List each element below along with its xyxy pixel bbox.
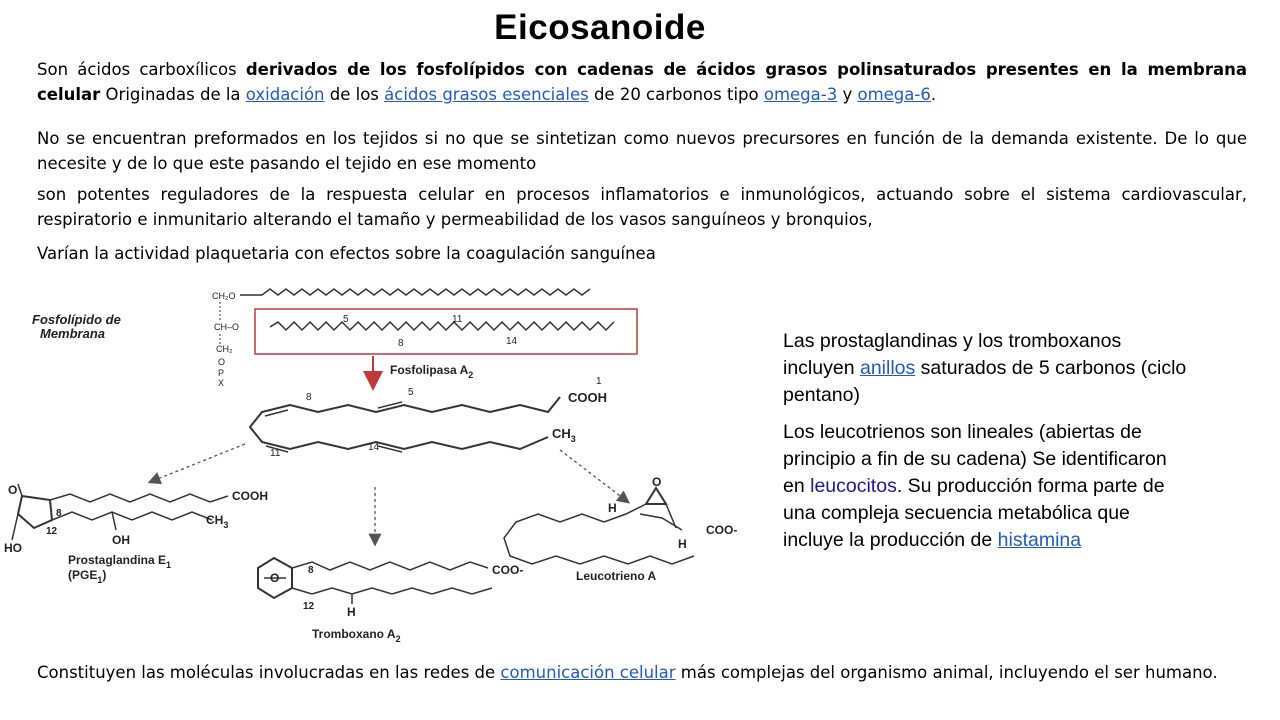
paragraph-communication (37, 660, 1247, 685)
tx-label: Tromboxano $A_2$ (312, 627, 401, 644)
side-text: Los leucotrienos son lineales (abiertas de principio a fin de su cadena) Se identificaron en (783, 421, 1167, 497)
link-oxidacion[interactable]: oxidación (245, 85, 325, 104)
p1-text: Originadas de la (100, 85, 246, 104)
side-note (783, 328, 1193, 564)
enzyme-label: Fosfolipasa $A_2$ (390, 363, 474, 380)
position-number: 11 (270, 448, 281, 459)
link-histamina[interactable]: histamina (997, 529, 1082, 551)
p1-text: de los (324, 85, 385, 104)
side-text: . Su producción forma parte de una compleja secuencia metabólica que incluye la producción de (783, 475, 1165, 551)
arachidonic-highlight-box (255, 309, 637, 354)
arrow-to-prostaglandin (150, 444, 245, 482)
position-number: 12 (303, 601, 315, 612)
position-number: 12 (46, 526, 58, 537)
membrane-label: Membrana (40, 326, 106, 341)
pge-oh-label: OH (112, 533, 130, 547)
pge-ch3-label: $CH_3$ (206, 513, 229, 530)
tx-h-label: H (347, 605, 356, 619)
membrane-label: Fosfolípido de (32, 312, 121, 327)
lt-coo-label: COO- (706, 523, 738, 537)
ch3-label: $CH_3$ (552, 426, 576, 444)
position-number: 8 (56, 508, 62, 519)
cho-label: CH–O (214, 322, 240, 332)
pge-ho-label: HO (4, 541, 22, 555)
prostaglandin-e1-structure (12, 484, 228, 540)
lt-h-label: H (678, 537, 687, 551)
pge-o-label: O (8, 483, 18, 497)
position-number: 14 (368, 442, 380, 453)
ch2o-label: CH₂O (212, 291, 236, 301)
p1-bold-text: derivados de los fosfolípidos con cadenas de ácidos grasos polinsaturados presentes en la membrana celular (37, 60, 1247, 104)
paragraph-synthesis: No se encuentran preformados en los tejidos si no que se sintetizan como nuevos precursores en función de la demanda existente. De lo que necesite y de lo que este pasando el tejido en ese momento (37, 129, 1247, 173)
position-number: 1 (596, 376, 602, 387)
p1-text: Son ácidos carboxílicos (37, 60, 246, 79)
cooh-label: COOH (568, 390, 607, 405)
position-number: 5 (343, 314, 349, 325)
o-label: O (218, 357, 226, 367)
lt-h-label: H (608, 501, 617, 515)
arrow-to-leukotriene (560, 450, 628, 502)
ch2-label: CH₂ (216, 344, 233, 354)
link-acidos-grasos-esenciales[interactable]: ácidos grasos esenciales (384, 85, 589, 104)
side-text: saturados de 5 carbonos (ciclo pentano) (783, 357, 1187, 406)
paragraph-definition (37, 57, 1247, 107)
link-comunicacion-celular[interactable]: comunicación celular (500, 663, 676, 682)
tx-o-label: O (270, 571, 280, 585)
position-number: 8 (398, 338, 404, 349)
pge-label: Prostaglandina $E_1$ (68, 553, 172, 570)
eicosanoid-synthesis-diagram (0, 282, 770, 652)
pge-abbrev-label: $(PGE_1)$ (68, 568, 107, 585)
link-omega-3[interactable]: omega-3 (763, 85, 838, 104)
thromboxane-a2-structure (258, 558, 492, 604)
position-number: 14 (506, 336, 518, 347)
paragraph-platelets: Varían la actividad plaquetaria con efectos sobre la coagulación sanguínea (37, 244, 656, 263)
p-label: P (218, 368, 225, 378)
x-label: X (218, 378, 225, 388)
lt-label: Leucotrieno A (576, 569, 657, 583)
p1-text: y (837, 85, 858, 104)
position-number: 5 (408, 387, 414, 398)
paragraph-regulators: son potentes reguladores de la respuesta celular en procesos inflamatorios e inmunológicos, actuando sobre el sistema cardiovascular, respiratorio e inmunitario alterando el tamaño y permeabilidad de los vasos sanguíneos y bronquios, (37, 185, 1247, 229)
leukotriene-a-structure (504, 488, 694, 564)
position-number: 8 (308, 565, 314, 576)
link-omega-6[interactable]: omega-6 (857, 85, 931, 104)
side-text: Las prostaglandinas y los tromboxanos incluyen (783, 330, 1122, 379)
p5-text: más complejas del organismo animal, incluyendo el ser humano. (675, 663, 1218, 682)
p1-text: . (930, 85, 937, 104)
page-title: Eicosanoide (494, 8, 706, 47)
lt-o-label: O (652, 475, 662, 489)
link-leucocitos[interactable]: leucocitos (810, 475, 897, 497)
position-number: 8 (306, 392, 312, 403)
p5-text: Constituyen las moléculas involucradas en las redes de (37, 663, 501, 682)
position-number: 11 (452, 314, 463, 325)
side-paragraph-prostaglandins (783, 328, 1193, 409)
tx-coo-label: COO- (492, 563, 524, 577)
side-paragraph-leukotrienes (783, 419, 1193, 554)
p1-text: de 20 carbonos tipo (588, 85, 764, 104)
pge-cooh-label: COOH (232, 489, 268, 503)
link-anillos[interactable]: anillos (859, 357, 916, 379)
